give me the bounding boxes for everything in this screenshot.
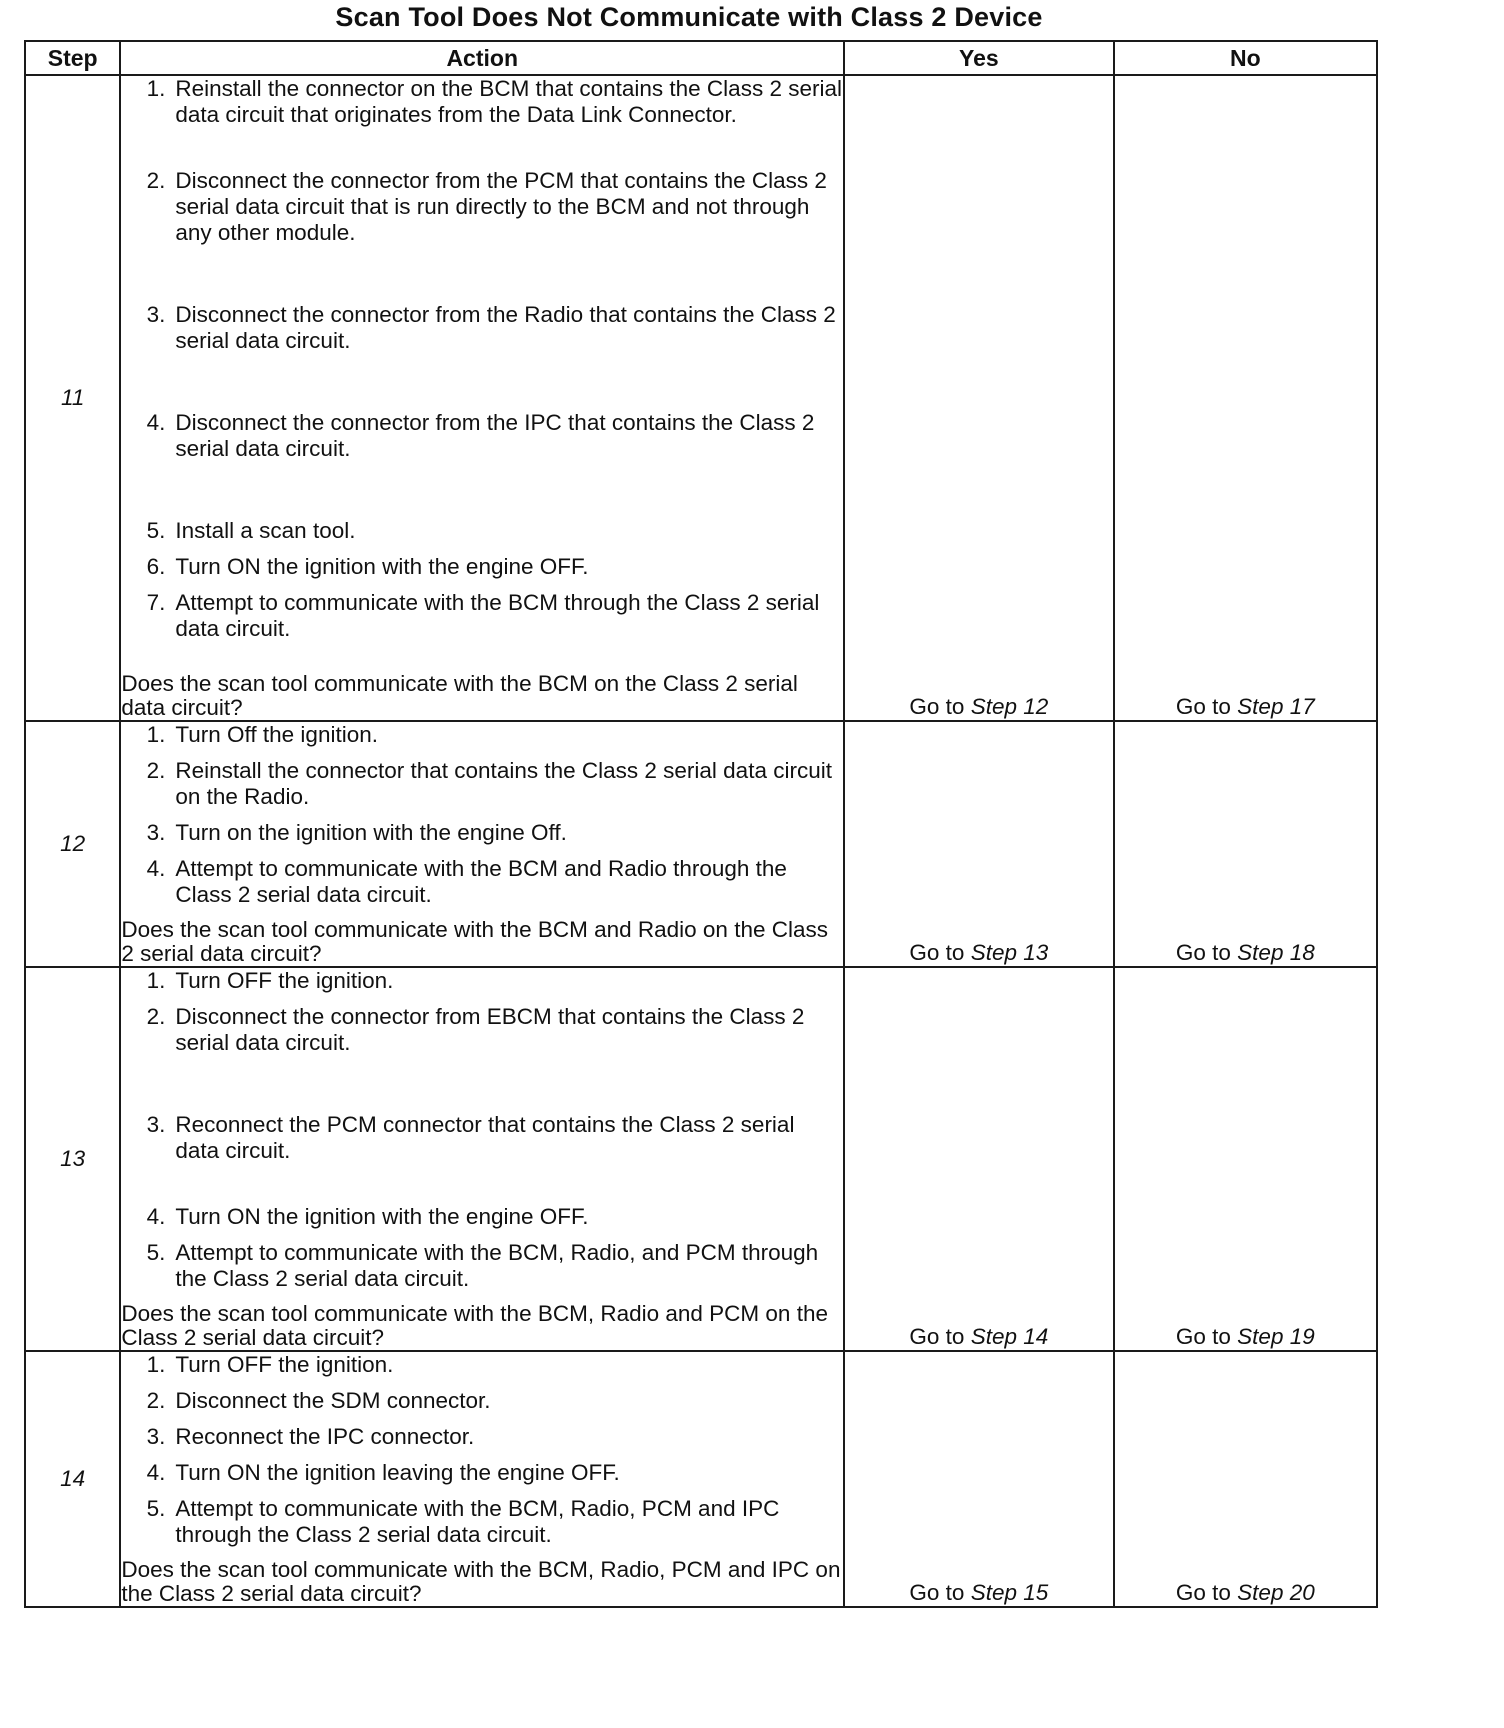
table-row-step-13 [25,967,1377,1351]
step-number: 12 [25,721,120,967]
no-cell [1114,967,1377,1351]
goto-prefix: Go to [909,1324,965,1349]
goto-no-step: Step 18 [1237,940,1315,965]
list-item: 4. Turn ON the ignition with the engine OFF. [146,1204,589,1229]
list-item: 6. Turn ON the ignition with the engine OFF. [146,554,589,579]
action-list [121,76,843,672]
action-cell [120,75,844,721]
list-item: 3. Reconnect the IPC connector. [146,1424,475,1449]
goto-yes-step: Step 13 [970,940,1049,965]
table-row-step-11 [25,75,1377,721]
list-item: 5. Install a scan tool. [146,518,356,543]
header-yes: Yes [844,41,1114,75]
step-number: 11 [25,75,120,721]
diagnostic-table [24,40,1378,1608]
list-item: 4. Disconnect the connector from the IPC that contains the Class 2 serial data circuit. [146,410,815,461]
question-text: Does the scan tool communicate with the BCM, Radio, PCM and IPC on the Class 2 serial data circuit? [121,1557,841,1606]
yes-cell [844,967,1114,1351]
action-list [121,1352,843,1558]
goto-prefix: Go to [909,694,965,719]
goto-no-step: Step 19 [1237,1324,1315,1349]
yes-cell [844,721,1114,967]
list-item: 3. Turn on the ignition with the engine Off. [146,820,567,845]
no-cell [1114,721,1377,967]
no-cell [1114,1351,1377,1607]
goto-prefix: Go to [1175,1324,1231,1349]
page-title: Scan Tool Does Not Communicate with Class 2 Device [335,2,1043,32]
header-step: Step [25,41,120,75]
list-item: 1. Turn Off the ignition. [146,722,378,747]
action-cell [120,967,844,1351]
question-text: Does the scan tool communicate with the BCM on the Class 2 serial data circuit? [121,671,798,720]
list-item: 4. Turn ON the ignition leaving the engine OFF. [146,1460,620,1485]
list-item: 5. Attempt to communicate with the BCM, Radio, and PCM through the Class 2 serial data circuit. [146,1240,819,1291]
list-item: 7. Attempt to communicate with the BCM through the Class 2 serial data circuit. [146,590,820,641]
step-number: 14 [25,1351,120,1607]
question-text: Does the scan tool communicate with the BCM, Radio and PCM on the Class 2 serial data circuit? [121,1301,828,1350]
list-item: 2. Disconnect the SDM connector. [146,1388,491,1413]
list-item: 2. Disconnect the connector from the PCM that contains the Class 2 serial data circuit that is run directly to the BCM and not through any other module. [146,168,827,245]
action-cell [120,1351,844,1607]
yes-cell [844,75,1114,721]
list-item: 2. Reinstall the connector that contains the Class 2 serial data circuit on the Radio. [146,758,832,809]
goto-yes-step: Step 15 [970,1580,1049,1605]
list-item: 4. Attempt to communicate with the BCM and Radio through the Class 2 serial data circuit. [146,856,787,907]
list-item: 2. Disconnect the connector from EBCM that contains the Class 2 serial data circuit. [146,1004,805,1055]
table-header-row [25,41,1377,75]
list-item: 1. Turn OFF the ignition. [146,968,394,993]
goto-no-step: Step 20 [1237,1580,1315,1605]
goto-yes-step: Step 12 [970,694,1049,719]
action-list [121,968,843,1302]
header-no: No [1114,41,1377,75]
goto-prefix: Go to [909,1580,965,1605]
list-item: 1. Reinstall the connector on the BCM that contains the Class 2 serial data circuit that originates from the Data Link Connector. [146,76,842,127]
table-row-step-14 [25,1351,1377,1607]
goto-prefix: Go to [1175,694,1231,719]
goto-prefix: Go to [1175,1580,1231,1605]
goto-prefix: Go to [909,940,965,965]
question-text: Does the scan tool communicate with the BCM and Radio on the Class 2 serial data circuit? [121,917,828,966]
goto-yes-step: Step 14 [970,1324,1049,1349]
list-item: 3. Disconnect the connector from the Radio that contains the Class 2 serial data circuit. [146,302,836,353]
table-row-step-12 [25,721,1377,967]
list-item: 3. Reconnect the PCM connector that contains the Class 2 serial data circuit. [146,1112,795,1163]
action-cell [120,721,844,967]
no-cell [1114,75,1377,721]
list-item: 1. Turn OFF the ignition. [146,1352,394,1377]
action-list [121,722,843,918]
header-action: Action [120,41,844,75]
yes-cell [844,1351,1114,1607]
goto-no-step: Step 17 [1237,694,1315,719]
list-item: 5. Attempt to communicate with the BCM, Radio, PCM and IPC through the Class 2 serial data circuit. [146,1496,780,1547]
step-number: 13 [25,967,120,1351]
goto-prefix: Go to [1175,940,1231,965]
